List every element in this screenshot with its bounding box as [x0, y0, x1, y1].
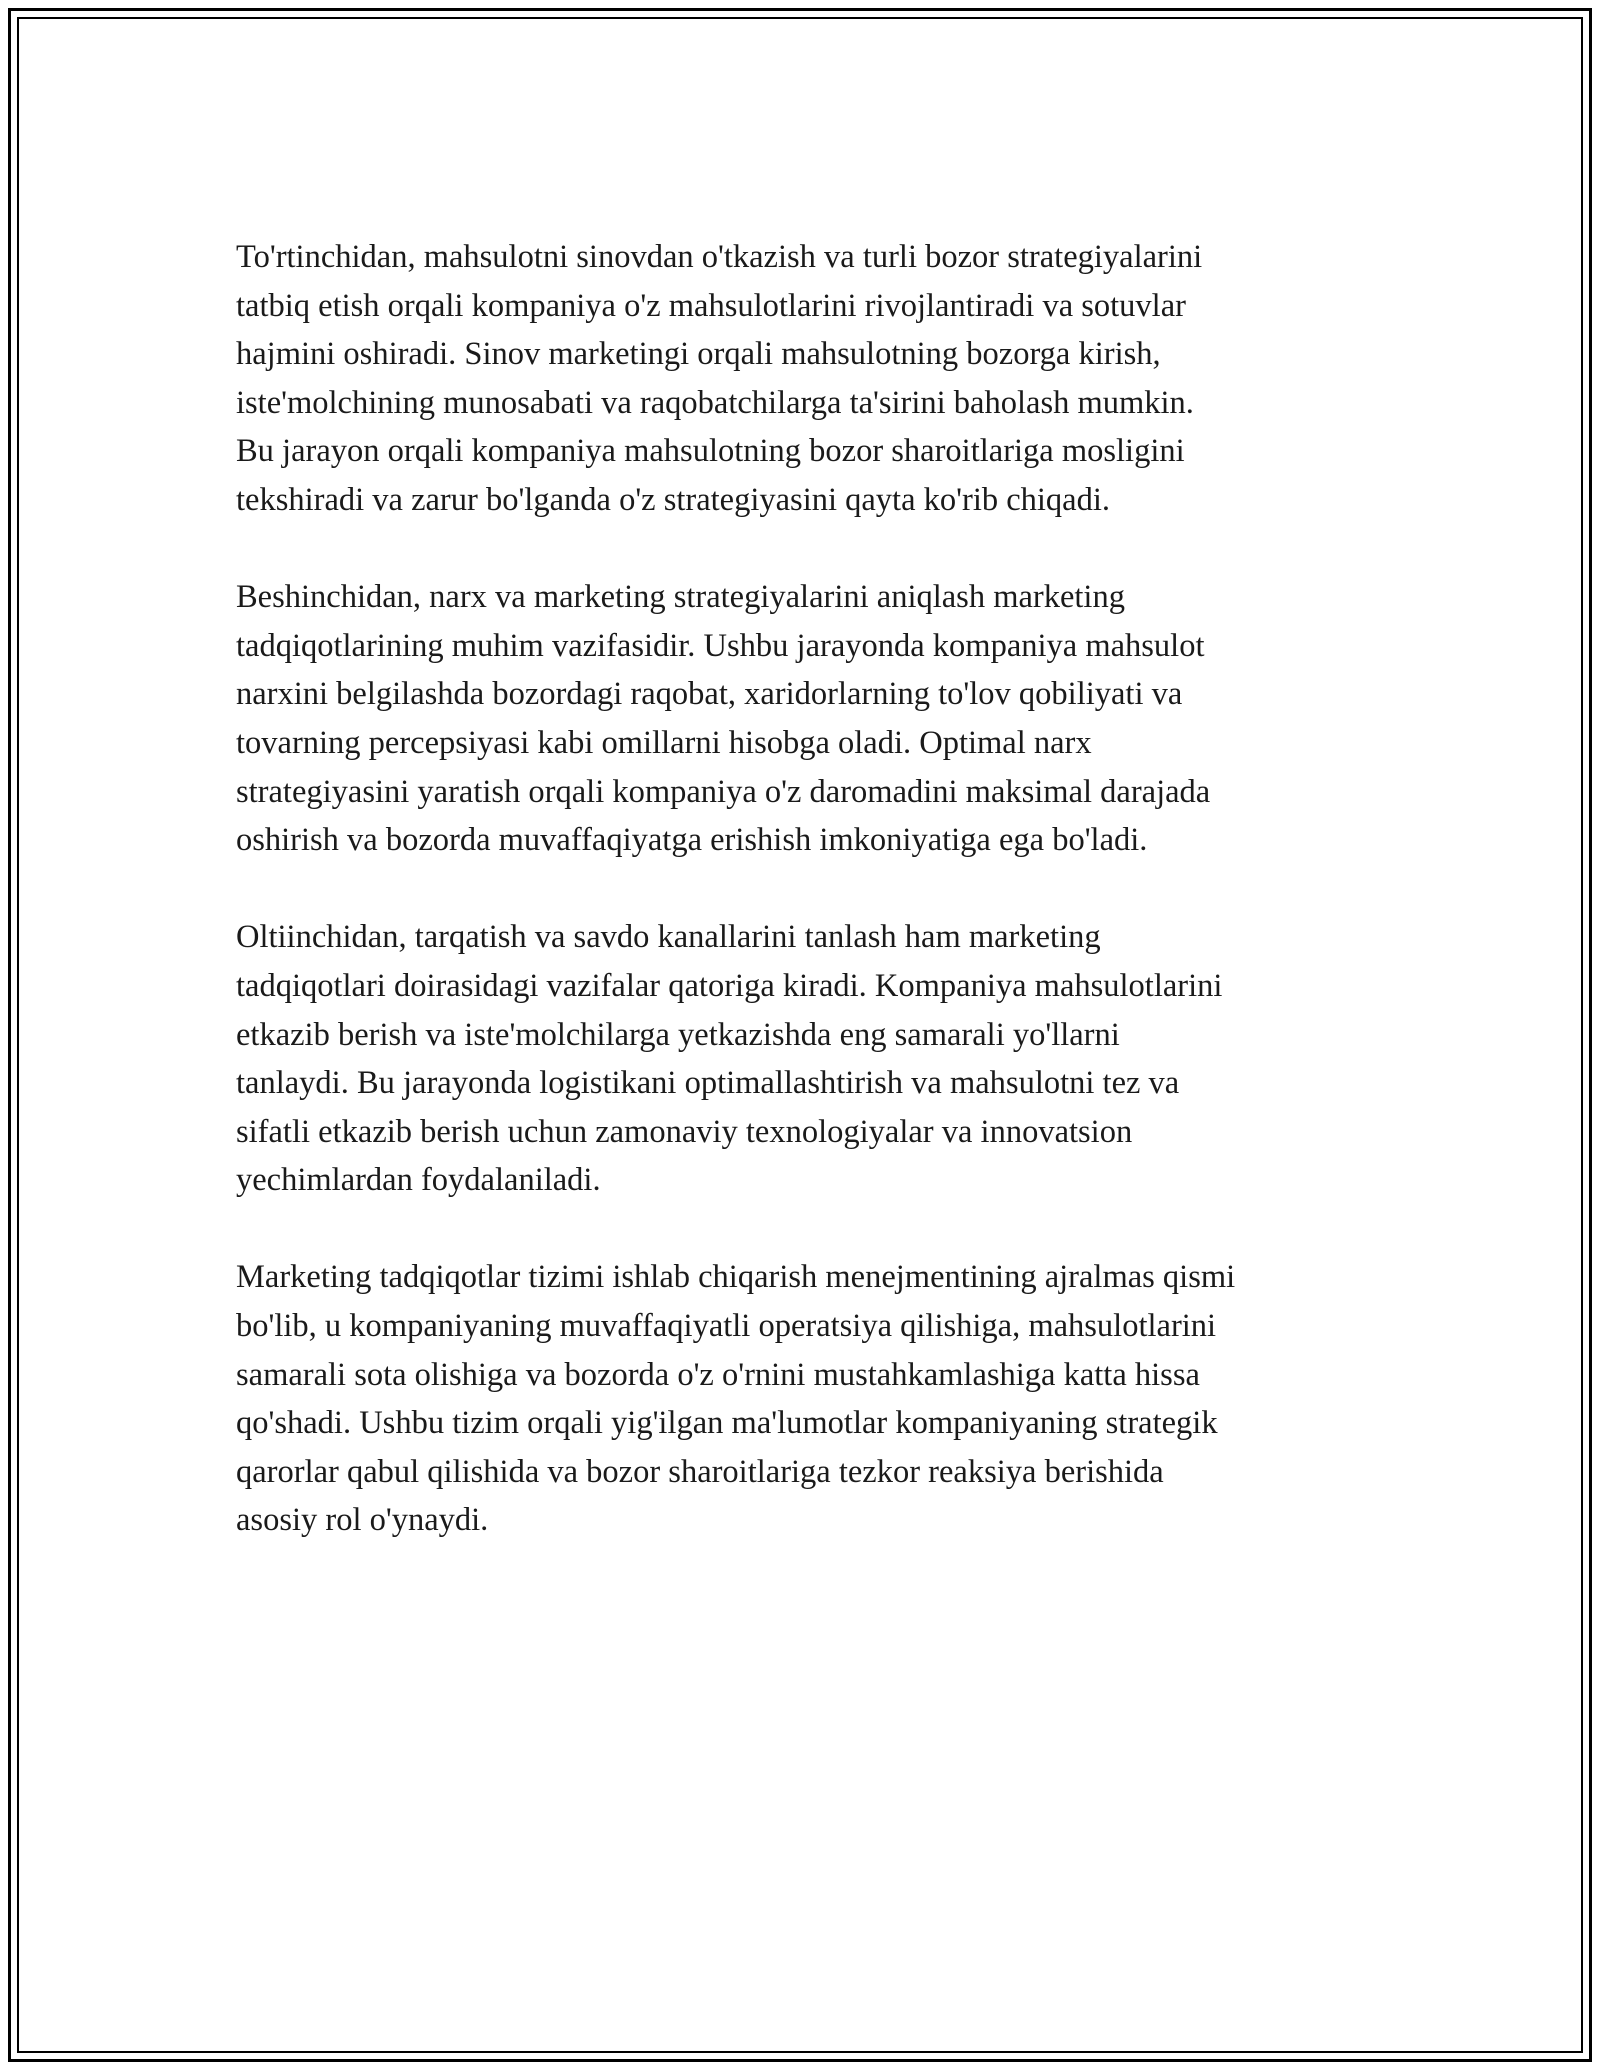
- text-line: tatbiq etish orqali kompaniya o'z mahsulotlarini rivojlantiradi va sotuvlar: [236, 287, 1186, 324]
- paragraph-sixth: [236, 913, 1376, 1205]
- paragraph-conclusion: [236, 1253, 1376, 1545]
- text-line: yechimlardan foydalaniladi.: [236, 1162, 601, 1199]
- text-line: tadqiqotlarining muhim vazifasidir. Ushbu jarayonda kompaniya mahsulot: [236, 627, 1205, 664]
- text-line: tekshiradi va zarur bo'lganda o'z strategiyasini qayta ko'rib chiqadi.: [236, 481, 1111, 518]
- text-line: narxini belgilashda bozordagi raqobat, xaridorlarning to'lov qobiliyati va: [236, 676, 1183, 713]
- text-line: samarali sota olishiga va bozorda o'z o'rnini mustahkamlashiga katta hissa: [236, 1356, 1200, 1393]
- text-line: etkazib berish va iste'molchilarga yetkazishda eng samarali yo'llarni: [236, 1016, 1120, 1053]
- text-line: To'rtinchidan, mahsulotni sinovdan o'tkazish va turli bozor strategiyalarini: [236, 239, 1203, 275]
- text-line: qarorlar qabul qilishida va bozor sharoitlariga tezkor reaksiya berishida: [236, 1453, 1164, 1490]
- text-line: asosiy rol o'ynaydi.: [236, 1502, 489, 1539]
- text-line: oshirish va bozorda muvaffaqiyatga erishish imkoniyatiga ega bo'ladi.: [236, 822, 1148, 859]
- text-line: tovarning percepsiyasi kabi omillarni hisobga oladi. Optimal narx: [236, 724, 1092, 761]
- paragraph-fourth: [236, 233, 1376, 525]
- text-line: iste'molchining munosabati va raqobatchilarga ta'sirini baholash mumkin.: [236, 384, 1194, 421]
- text-line: Marketing tadqiqotlar tizimi ishlab chiqarish menejmentining ajralmas qismi: [236, 1259, 1236, 1296]
- document-body: [236, 233, 1376, 1594]
- text-line: qo'shadi. Ushbu tizim orqali yig'ilgan ma'lumotlar kompaniyaning strategik: [236, 1405, 1218, 1442]
- text-line: hajmini oshiradi. Sinov marketingi orqali mahsulotning bozorga kirish,: [236, 336, 1161, 373]
- text-line: strategiyasini yaratish orqali kompaniya o'z daromadini maksimal darajada: [236, 773, 1211, 810]
- text-line: tanlaydi. Bu jarayonda logistikani optimallashtirish va mahsulotni tez va: [236, 1065, 1180, 1102]
- text-line: bo'lib, u kompaniyaning muvaffaqiyatli operatsiya qilishiga, mahsulotlarini: [236, 1308, 1217, 1345]
- text-line: tadqiqotlari doirasidagi vazifalar qatoriga kiradi. Kompaniya mahsulotlarini: [236, 967, 1223, 1004]
- text-line: sifatli etkazib berish uchun zamonaviy texnologiyalar va innovatsion: [236, 1113, 1133, 1150]
- text-line: Oltiinchidan, tarqatish va savdo kanallarini tanlash ham marketing: [236, 919, 1101, 956]
- text-line: Beshinchidan, narx va marketing strategiyalarini aniqlash marketing: [236, 579, 1125, 616]
- paragraph-fifth: [236, 573, 1376, 865]
- text-line: Bu jarayon orqali kompaniya mahsulotning bozor sharoitlariga mosligini: [236, 433, 1185, 470]
